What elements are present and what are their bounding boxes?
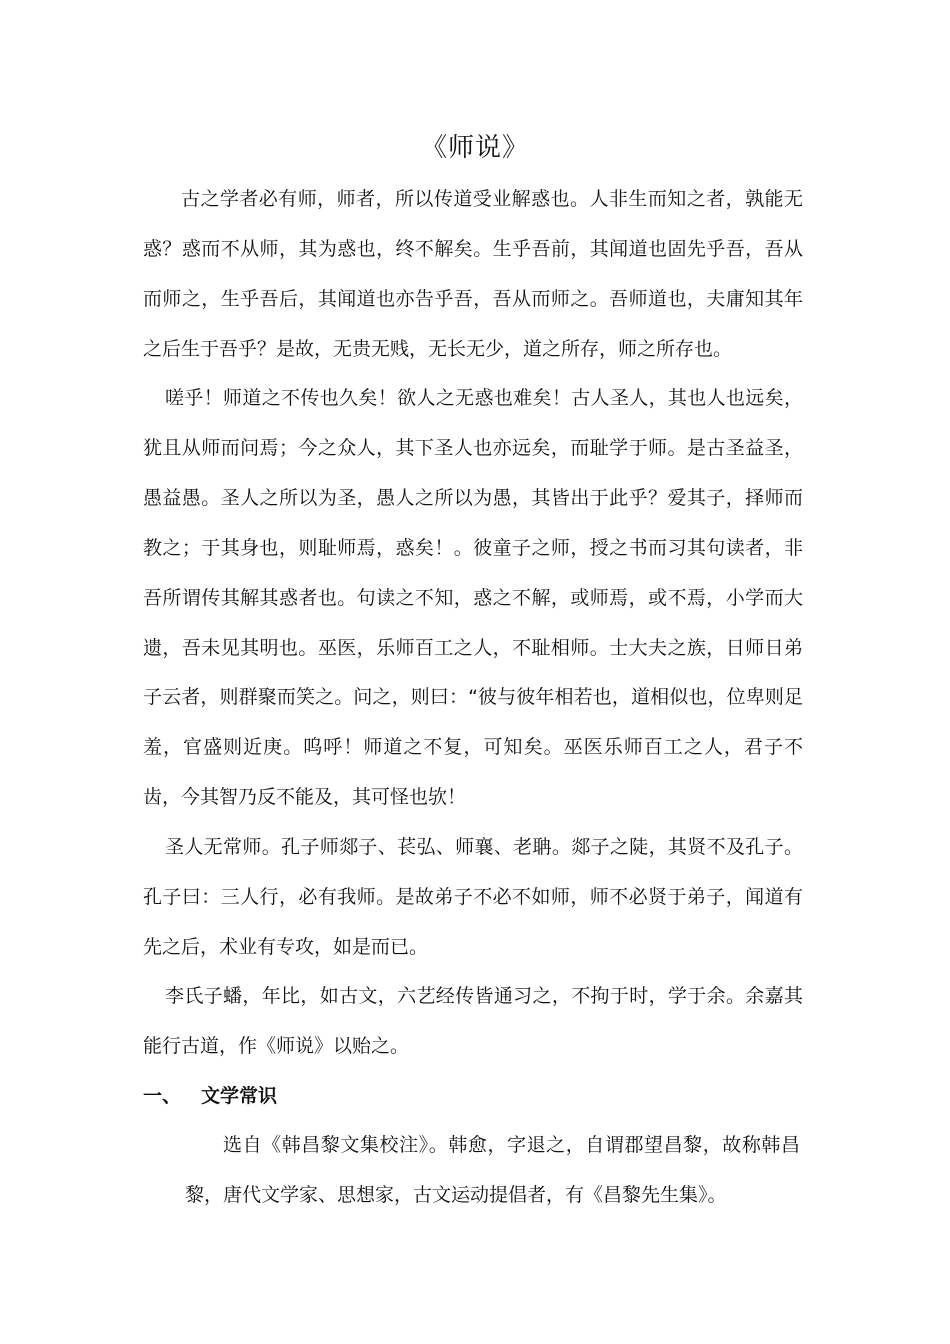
section-heading (143, 1072, 277, 1122)
paragraph-4: 李氏子蟠，年比，如古文，六艺经传皆通习之，不拘于时，学于余。余嘉其能行古道，作《师说》以贻之。 (143, 985, 803, 1057)
section-title: 文学常识 (201, 1085, 278, 1107)
paragraph-2: 嗟乎！师道之不传也久矣！欲人之无惑也难矣！古人圣人，其也人也远矣，犹且从师而问焉；今之众人，其下圣人也亦远矣，而耻学于师。是古圣益圣，愚益愚。圣人之所以为圣，愚人之所以为愚，其皆出于此乎？爱其子，择师而教之；于其身也，则耻师焉，惑矣！。彼童子之师，授之书而习其句读者，非吾所谓传其解其惑者也。句读之不知，惑之不解，或师焉，或不焉，小学而大遗，吾未见其明也。巫医，乐师百工之人，不耻相师。士大夫之族，日师日弟子云者，则群聚而笑之。问之，则曰：“彼与彼年相若也，道相似也，位卑则足羞，官盛则近庚。呜呼！师道之不复，可知矣。巫医乐师百工之人，君子不齿，今其智乃反不能及，其可怪也欤！ (143, 387, 803, 809)
document-title: 《师说》 (420, 133, 529, 163)
paragraph-3: 圣人无常师。孔子师郯子、苌弘、师襄、老聃。郯子之陡，其贤不及孔子。孔子曰：三人行，必有我师。是故弟子不必不如师，师不必贤于弟子，闻道有先之后，术业有专攻，如是而已。 (143, 836, 803, 958)
paragraph-1: 古之学者必有师，师者，所以传道受业解惑也。人非生而知之者，孰能无惑？惑而不从师，其为惑也，终不解矣。生乎吾前，其闻道也固先乎吾，吾从而师之，生乎吾后，其闻道也亦告乎吾，吾从而师之。吾师道也，夫庸知其年之后生于吾乎？是故，无贵无贱，无长无少，道之所存，师之所存也。 (143, 188, 803, 360)
section-text: 选自《韩昌黎文集校注》。韩愈，字退之，自谓郡望昌黎，故称韩昌黎，唐代文学家、思想家，古文运动提倡者，有《昌黎先生集》。 (185, 1134, 800, 1206)
section-number: 一、 (143, 1085, 182, 1107)
